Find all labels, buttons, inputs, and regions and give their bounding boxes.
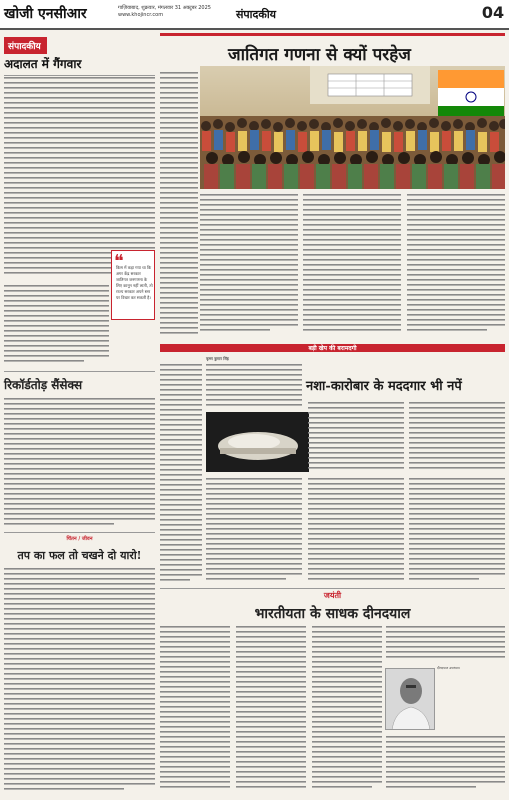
nasha-col-left bbox=[160, 362, 202, 587]
drugs-ribbon: बड़ी खेप की बरामदगी bbox=[160, 344, 505, 352]
portrait-image bbox=[386, 669, 435, 730]
portrait-caption: दीनदयाल उपाध्याय bbox=[437, 666, 460, 670]
byline: कृष्ण कुमार सिंह bbox=[206, 356, 229, 361]
top-accent-bar bbox=[160, 33, 505, 36]
nasha-right-body bbox=[308, 400, 505, 474]
sensex-body bbox=[4, 396, 155, 532]
bharatiya-headline: भारतीयता के साधक दीनदयाल bbox=[254, 606, 411, 622]
sensex-headline: रिकॉर्डतोड़ सैंसेक्स bbox=[4, 378, 83, 392]
pull-quote bbox=[111, 250, 155, 320]
editorial-headline: अदालत में गैंगवार bbox=[4, 55, 155, 76]
nasha-intro bbox=[206, 362, 302, 410]
section-title: संपादकीय bbox=[236, 8, 277, 21]
pull-quote-text: किस में कहा गया था कि अगर केंद्र सरकार जातिगत जनगणना के लिए कानून नहीं लाती, तो राज्य सरकार अपने स्तर पर विचार कर सकती है। bbox=[116, 265, 153, 300]
main-article-cols bbox=[200, 192, 505, 340]
page-number: 04 bbox=[480, 3, 506, 25]
bharatiya-right-top bbox=[386, 624, 505, 664]
tap-headline: तप का फल तो चखने दो यारो! bbox=[17, 549, 142, 562]
newspaper-logo: खोजी एनसीआर bbox=[4, 6, 87, 22]
deendayal-portrait bbox=[385, 668, 435, 730]
census-illustration bbox=[200, 66, 505, 189]
divider bbox=[4, 371, 155, 372]
main-headline: जातिगत गणना से क्यों परहेज bbox=[228, 45, 411, 65]
crowd-image bbox=[200, 66, 505, 189]
drugs-photo bbox=[206, 412, 309, 472]
bharatiya-body bbox=[160, 624, 382, 796]
editorial-body-cont bbox=[4, 283, 109, 373]
bharatiya-right-bottom bbox=[386, 734, 505, 796]
jayanti-tag: जयंती bbox=[323, 591, 342, 600]
quote-mark-icon: ❝ bbox=[114, 251, 124, 272]
editorial-tag: संपादकीय bbox=[4, 37, 47, 54]
masthead bbox=[0, 0, 509, 30]
dateline bbox=[118, 5, 228, 19]
divider bbox=[160, 588, 505, 589]
chintan-tag: चिंतन / जीवन bbox=[66, 536, 93, 542]
tap-body bbox=[4, 566, 155, 796]
nasha-headline: नशा-कारोबार के मददगार भी नपें bbox=[306, 379, 462, 394]
date-text: गाज़ियाबाद, शुक्रवार, मंगलवार 31 अक्टूबर 2025 bbox=[118, 5, 211, 11]
main-article-col-1 bbox=[160, 70, 198, 340]
divider bbox=[4, 532, 155, 533]
website-text: www.khojincr.com bbox=[118, 12, 164, 18]
nasha-body bbox=[206, 476, 505, 586]
seized-packets-image bbox=[206, 412, 309, 472]
